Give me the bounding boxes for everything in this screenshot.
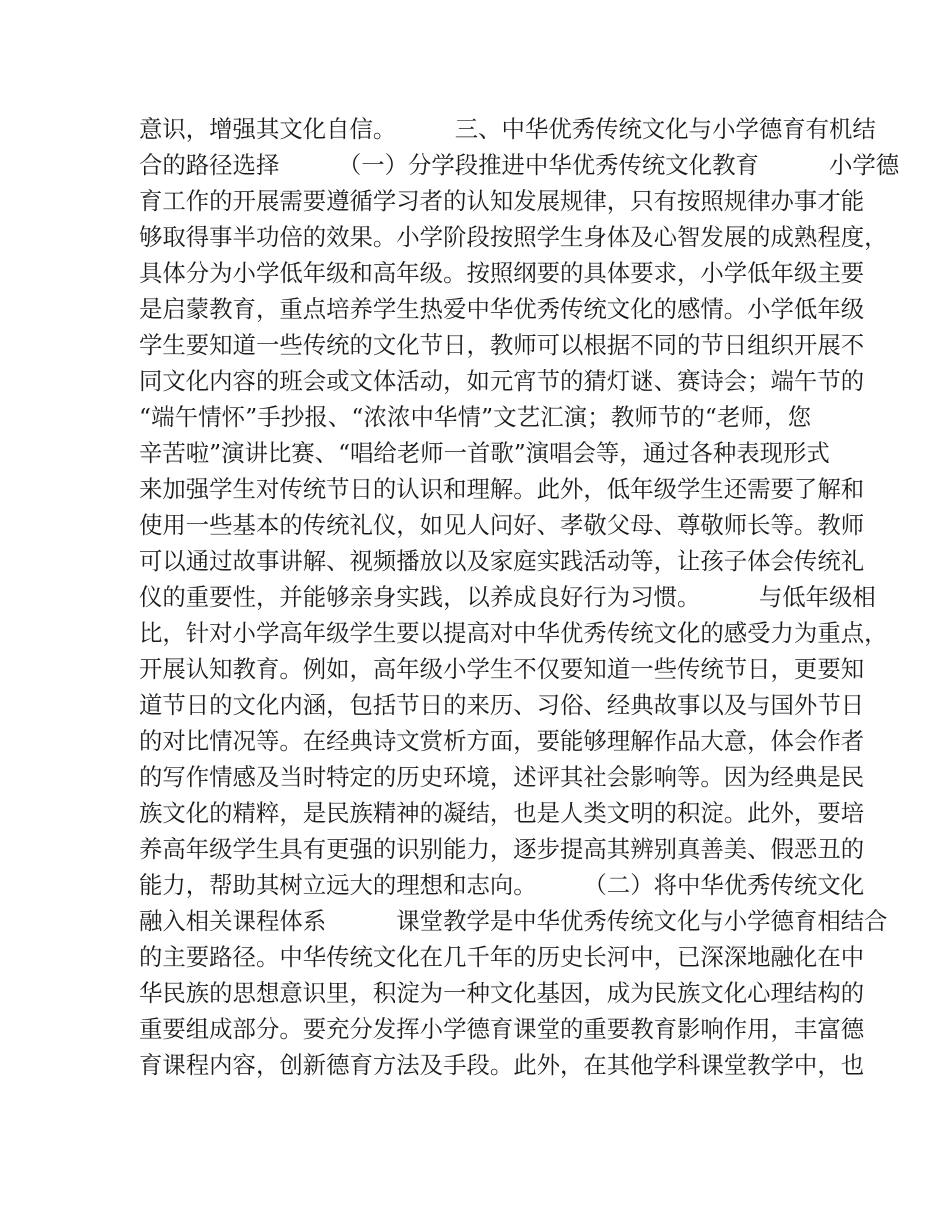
body-text: [139, 111, 900, 1083]
text-line: 辛苦啦”演讲比赛、“唱给老师一首歌”演唱会等，通过各种表现形式: [139, 439, 830, 467]
text-line: 仪的重要性，并能够亲身实践，以养成良好行为习惯。 与低年级相: [139, 583, 876, 611]
text-line: 道节日的文化内涵，包括节日的来历、习俗、经典故事以及与国外节日: [139, 691, 865, 719]
text-line: 可以通过故事讲解、视频播放以及家庭实践活动等，让孩子体会传统礼: [139, 547, 865, 575]
text-line: 的写作情感及当时特定的历史环境，述评其社会影响等。因为经典是民: [139, 763, 865, 791]
text-line: 够取得事半功倍的效果。小学阶段按照学生身体及心智发展的成熟程度，: [139, 223, 888, 251]
text-line: 来加强学生对传统节日的认识和理解。此外，低年级学生还需要了解和: [139, 475, 865, 503]
text-line: 育课程内容，创新德育方法及手段。此外，在其他学科课堂教学中，也: [139, 1051, 865, 1079]
text-line: 比，针对小学高年级学生要以提高对中华优秀传统文化的感受力为重点，: [139, 619, 888, 647]
text-line: 的主要路径。中华传统文化在几千年的历史长河中，已深深地融化在中: [139, 943, 865, 971]
text-line: 意识，增强其文化自信。 三、中华优秀传统文化与小学德育有机结: [139, 115, 876, 143]
text-line: 是启蒙教育，重点培养学生热爱中华优秀传统文化的感情。小学低年级: [139, 295, 865, 323]
text-line: 华民族的思想意识里，积淀为一种文化基因，成为民族文化心理结构的: [139, 979, 865, 1007]
text-line: 能力，帮助其树立远大的理想和志向。 （二）将中华优秀传统文化: [139, 871, 865, 899]
text-line: 开展认知教育。例如，高年级小学生不仅要知道一些传统节日，更要知: [139, 655, 865, 683]
text-line: 具体分为小学低年级和高年级。按照纲要的具体要求，小学低年级主要: [139, 259, 865, 287]
text-line: 同文化内容的班会或文体活动，如元宵节的猜灯谜、赛诗会；端午节的: [139, 367, 865, 395]
text-line: 合的路径选择 （一）分学段推进中华优秀传统文化教育 小学德: [139, 151, 900, 179]
text-line: 育工作的开展需要遵循学习者的认知发展规律，只有按照规律办事才能: [139, 187, 865, 215]
text-line: 学生要知道一些传统的文化节日，教师可以根据不同的节日组织开展不: [139, 331, 865, 359]
text-line: 养高年级学生具有更强的识别能力，逐步提高其辨别真善美、假恶丑的: [139, 835, 865, 863]
text-line: 使用一些基本的传统礼仪，如见人问好、孝敬父母、尊敬师长等。教师: [139, 511, 865, 539]
text-line: “端午情怀”手抄报、“浓浓中华情”文艺汇演；教师节的“老师，您: [139, 403, 811, 431]
text-line: 重要组成部分。要充分发挥小学德育课堂的重要教育影响作用，丰富德: [139, 1015, 865, 1043]
text-line: 族文化的精粹，是民族精神的凝结，也是人类文明的积淀。此外，要培: [139, 799, 865, 827]
text-line: 融入相关课程体系 课堂教学是中华优秀传统文化与小学德育相结合: [139, 907, 888, 935]
text-line: 的对比情况等。在经典诗文赏析方面，要能够理解作品大意，体会作者: [139, 727, 865, 755]
